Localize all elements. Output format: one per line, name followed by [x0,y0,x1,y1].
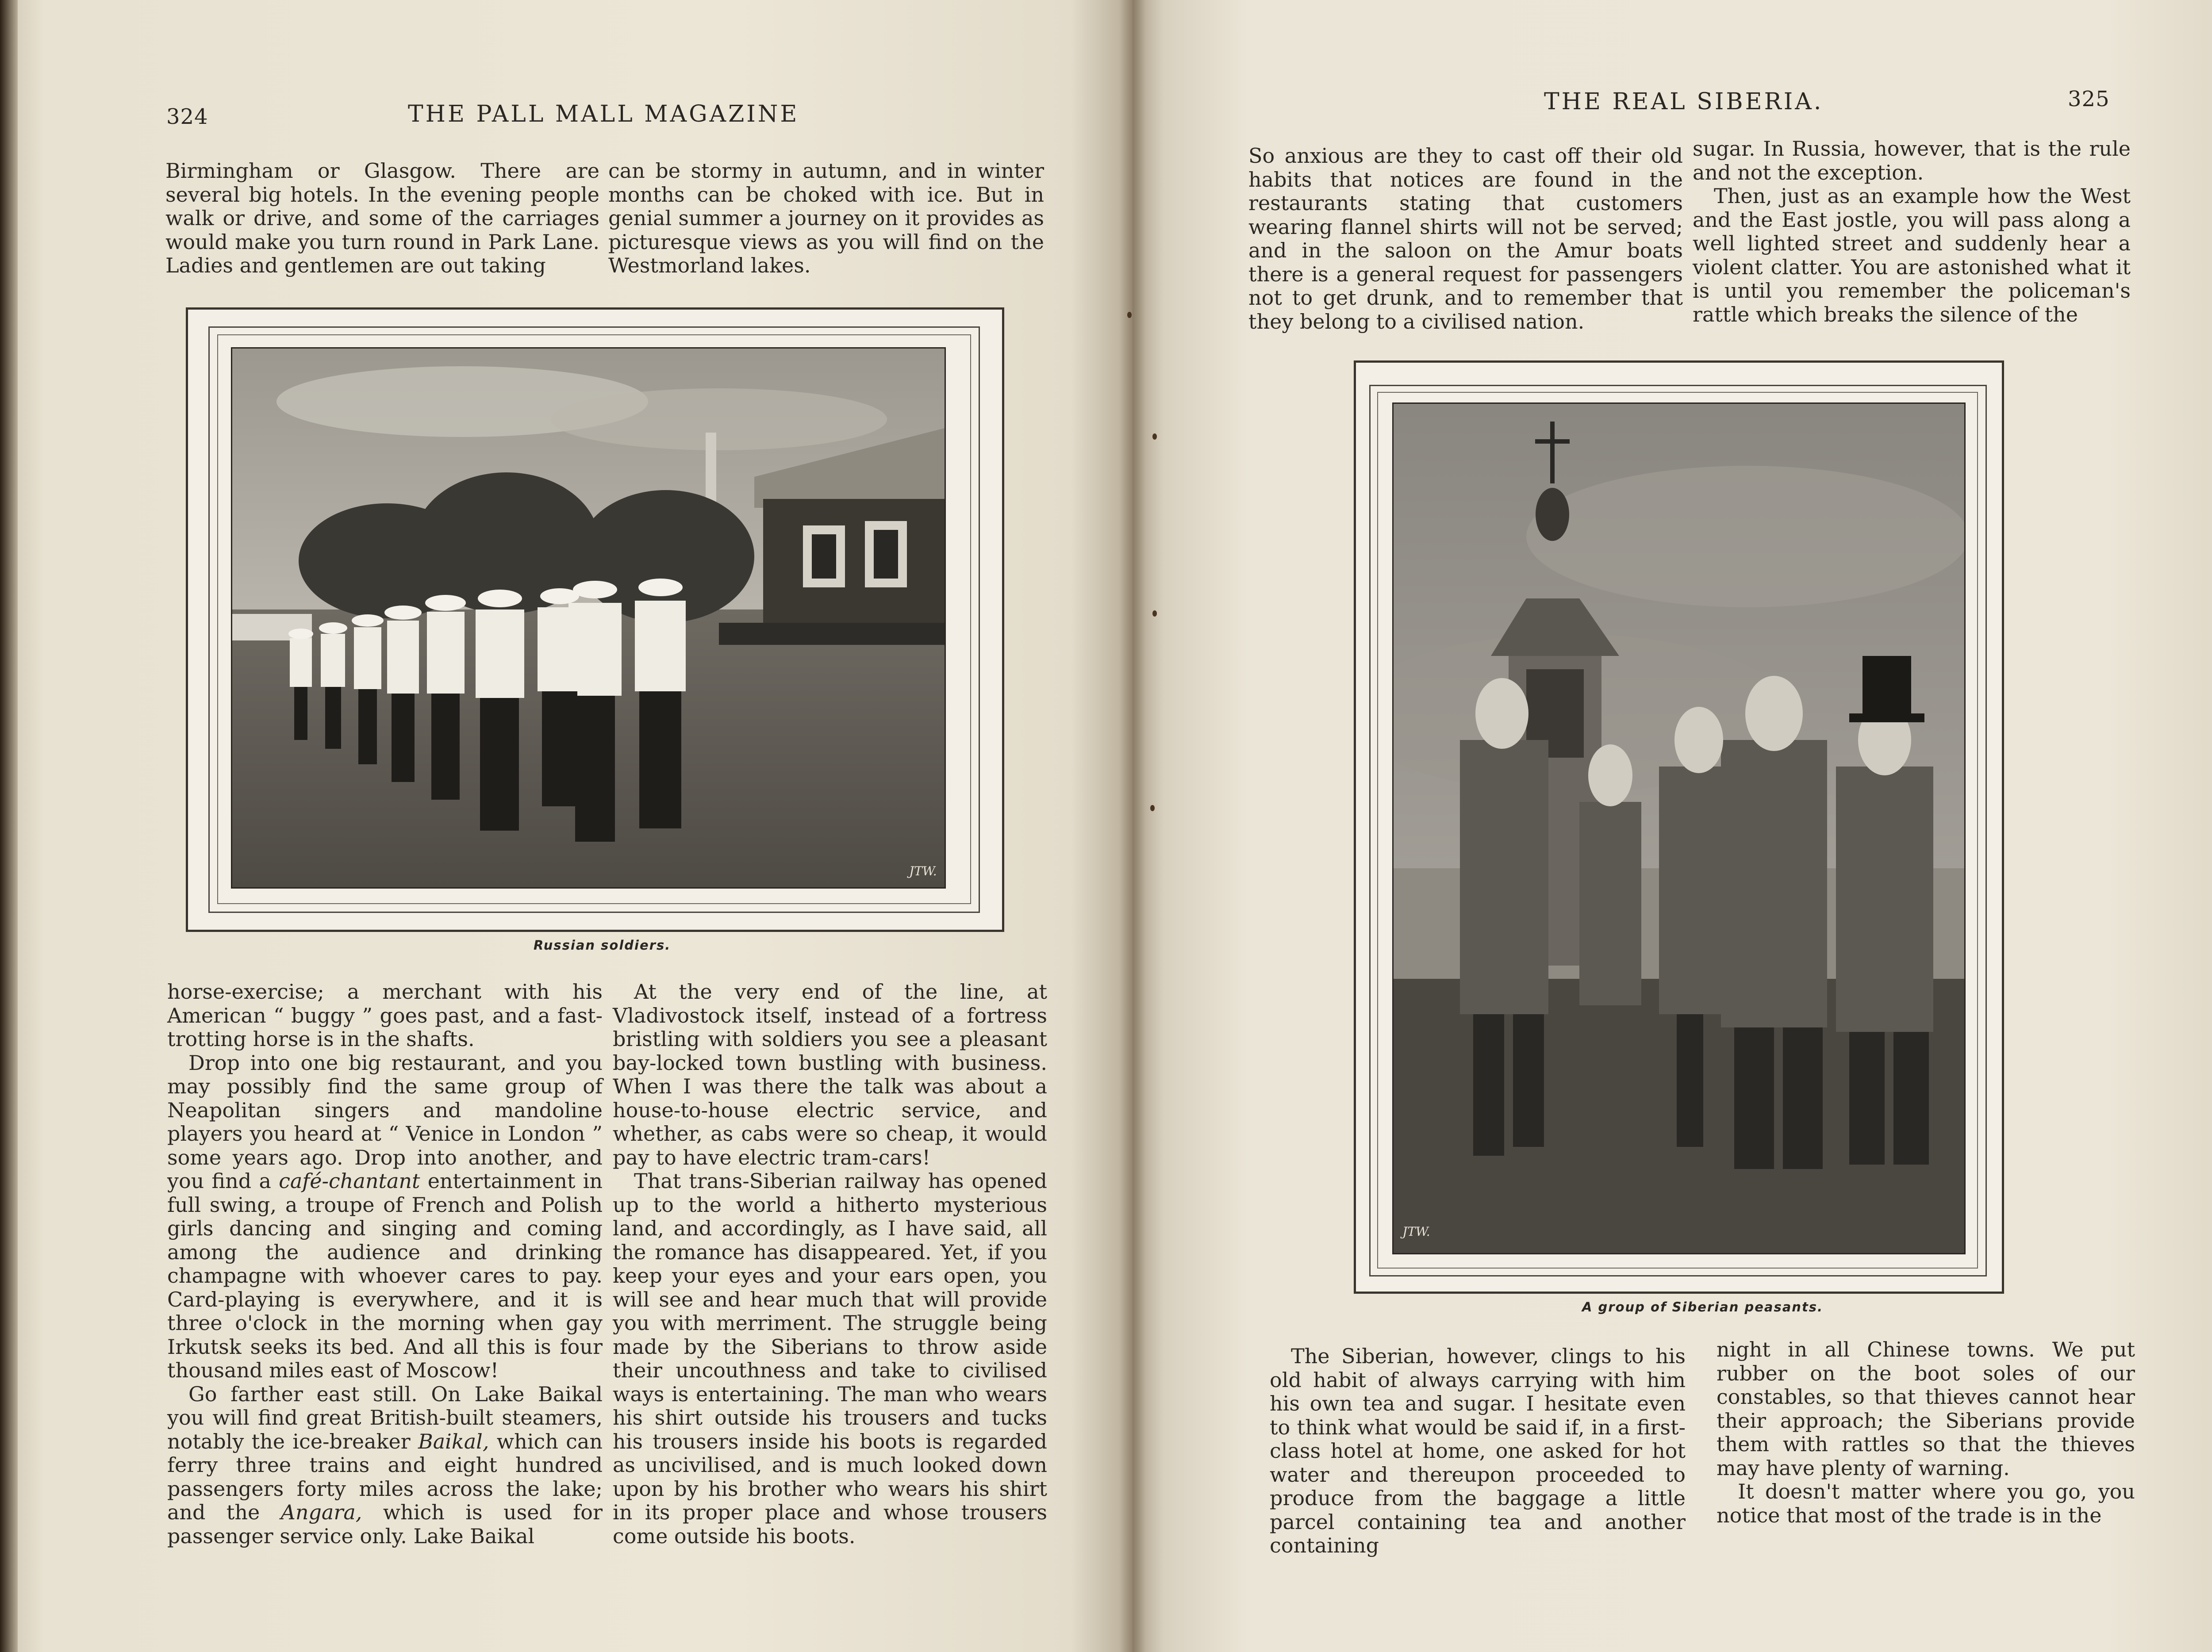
left-running-head: THE PALL MALL MAGAZINE [408,101,799,127]
left-col1-bottom [167,980,603,1548]
right-col2-bottom-p1: night in all Chinese towns. We put rubber on the boot soles of our constables, so that thieves cannot hear their approach; the Siberians provide them with rattles so that the thieves may have plenty of warning. [1717,1338,2135,1480]
angara-italic: Angara, [280,1500,362,1524]
soldiers-photo-frame [186,307,1004,932]
right-col2-bottom-p2: It doesn't matter where you go, you notice that most of the trade is in the [1717,1480,2135,1527]
cafe-chantant-italic: café-chantant [279,1169,420,1193]
right-col1-bottom-text: The Siberian, however, clings to his old habit of always carrying with him his own tea and sugar. I hesitate even to think what would be said if, in a first-class hotel at home, one asked for hot water and thereupon proceeded to produce from the baggage a little parcel containing tea and another containing [1270,1344,1686,1557]
left-col2-bottom [613,980,1047,1548]
peasants-caption: A group of Siberian peasants. [1582,1299,1824,1315]
binding-hole [1127,312,1132,318]
left-col2-bottom-p2: That trans-Siberian railway has opened up to the world a hitherto mysterious land, and accordingly, as I have said, all the romance has disappeared. Yet, if you keep your eyes and your ears open, you will see and hear much that will provide you with merriment. The struggle being made by the Siberians to throw aside their uncouthness and take to civilised ways is entertaining. The man who wears his shirt outside his trousers and tucks his trousers inside his boots is regarded as uncivilised, and is much looked down upon by his brother who wears his shirt in its proper place and whose trousers come outside his boots. [613,1169,1047,1548]
right-col1-bottom [1270,1345,1686,1558]
binding-hole [1150,805,1155,811]
right-col1-top [1248,144,1683,333]
right-running-head: THE REAL SIBERIA. [1544,88,1824,115]
book-gutter [1119,0,1146,1652]
left-col1-bottom-p1: horse-exercise; a merchant with his American “ buggy ” goes past, and a fast-trotting horse is in the shafts. [167,980,603,1051]
binding-hole [1152,433,1157,440]
soldiers-photo-monogram: JTW. [909,864,937,878]
left-col1-bottom-p3-b: which can ferry three trains and eight hundred passengers forty miles across the lake; and the [167,1429,603,1524]
left-page [18,0,1133,1652]
peasants-photo-image [1394,404,1964,1253]
baikal-italic: Baikal, [418,1429,489,1453]
soldiers-photo-image [232,349,945,887]
right-col2-top [1693,137,2131,326]
peasants-photo-monogram: JTW. [1402,1224,1430,1239]
right-col2-bottom [1717,1338,2135,1527]
binding-hole [1152,610,1157,617]
peasants-photo-frame [1354,360,2004,1294]
right-col2-top-p2: Then, just as an example how the West and the East jostle, you will pass along a well lighted street and suddenly hear a violent clatter. You are astonished what it is until you remember the policeman's rattle which breaks the silence of the [1693,184,2131,326]
right-col2-top-p1: sugar. In Russia, however, that is the rule and not the exception. [1693,137,2131,184]
soldiers-photo [231,347,946,889]
left-col1-bottom-p3-a: Go farther east still. On Lake Baikal you will find great British-built steamers, notably the ice-breaker [167,1382,603,1453]
left-col1-bottom-p2-a: Drop into one big restaurant, and you may possibly find the same group of Neapolitan singers and mandoline players you heard at “ Venice in London ” some years ago. Drop into another, and you find a [167,1050,603,1193]
left-col2-top-text: can be stormy in autumn, and in winter months can be choked with ice. But in genial summer a journey on it provides as picturesque views as you will find on the Westmorland lakes. [608,159,1044,277]
left-col2-top [608,159,1044,278]
left-col1-top-text: Birmingham or Glasgow. There are several big hotels. In the evening people walk or drive, and some of the carriages would make you turn round in Park Lane. Ladies and gentlemen are out taking [165,159,599,277]
left-col1-bottom-p3 [167,1383,603,1549]
left-page-edge [0,0,18,1652]
left-col1-bottom-p2 [167,1051,603,1383]
soldiers-caption: Russian soldiers. [534,938,671,953]
left-col1-top [165,159,599,278]
peasants-photo [1392,402,1966,1254]
left-col2-bottom-p1: At the very end of the line, at Vladivostock itself, instead of a fortress bristling with soldiers you see a pleasant bay-locked town bustling with business. When I was there the talk was about a house-to-house electric service, and whether, as cabs were so cheap, it would pay to have electric tram-cars! [613,980,1047,1169]
left-page-number: 324 [166,104,208,129]
right-col1-top-text: So anxious are they to cast off their old habits that notices are found in the restaurants stating that customers wearing flannel shirts will not be served; and in the saloon on the Amur boats there is a general request for passengers not to get drunk, and to remember that they belong to a civilised nation. [1248,144,1683,333]
left-col1-bottom-p3-c: which is used for passenger service only. Lake Baikal [167,1500,603,1548]
right-page-number: 325 [2068,87,2110,111]
right-page [1133,0,2212,1652]
left-col1-bottom-p2-b: entertainment in full swing, a troupe of French and Polish girls dancing and singing and coming among the audience and drinking champagne with whoever cares to pay. Card-playing is everywhere, and it is three o'clock in the morning when gay Irkutsk seeks its bed. And all this is four thousand miles east of Moscow! [167,1169,603,1382]
